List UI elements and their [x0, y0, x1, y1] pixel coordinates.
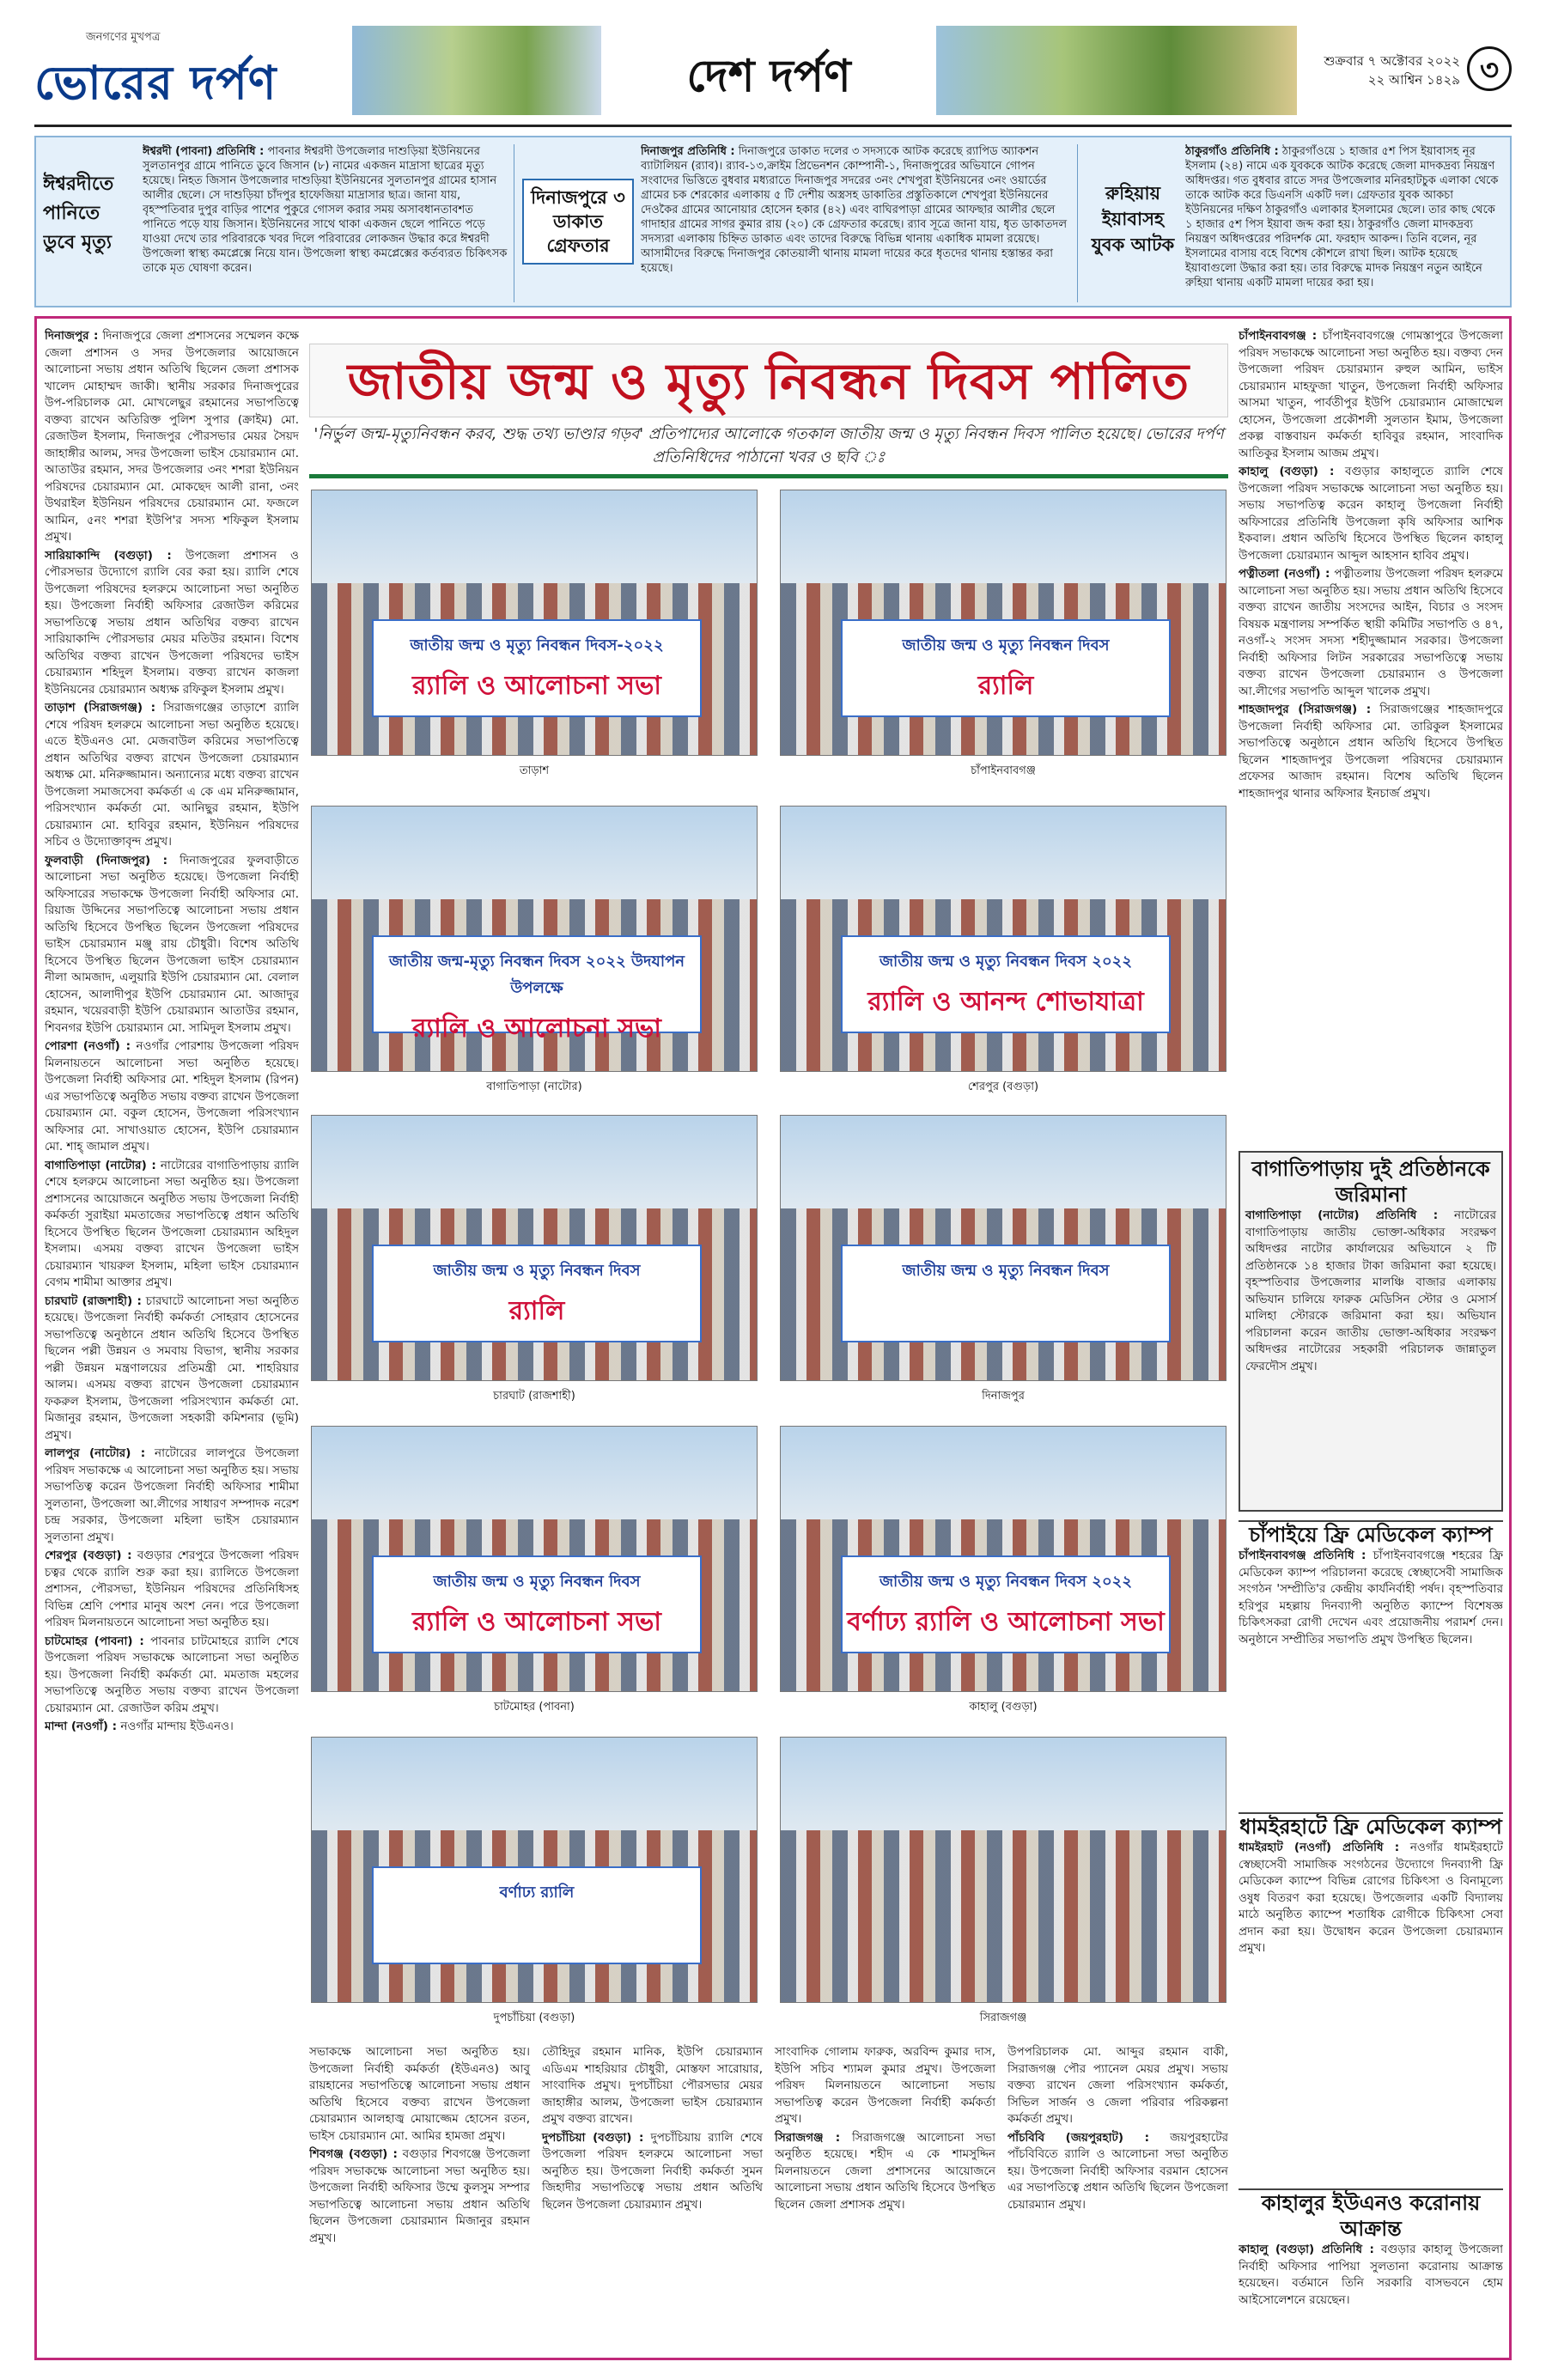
strip-story-1 — [143, 144, 508, 302]
strip-body-1: পাবনার ঈশ্বরদী উপজেলার দাশুড়িয়া ইউনিয়নের সুলতানপুর গ্রামে পানিতে ডুবে জিসান (৮) নামের একজন মাদ্রাসা ছাত্রের মৃত্যু হয়েছে। নিহত জিসান উপজেলার দাশুড়িয়া ইউনিয়নের সুলতানপুর গ্রামের হাসান আলীর ছেলে। সে দাশুড়িয়া চাঁদপুর হাফেজিয়া মাদ্রাসার ছাত্র। জানা যায়, বৃহস্পতিবার দুপুর বাড়ির পাশের পুকুরে গোসল করার সময় অসাবধানতাবশত পানিতে পড়ে যায় জিসান। ইউনিয়নের সাথে থাকা একজন ছেলে পানিতে পড়ে যাওয়া দেখে তার পরিবারকে খবর দিলে পরিবারের লোকজন উদ্ধার করে ঈশ্বরদী উপজেলা স্বাস্থ্য কমপ্লেক্সে নিয়ে যান। উপজেলা স্বাস্থ্য কমপ্লেক্সের কর্তব্যরত চিকিৎসক তাকে মৃত ঘোষণা করেন। — [143, 145, 508, 275]
sidebar-body-4: বগুড়ার কাহালু উপজেলা নির্বাহী অফিসার পাপিয়া সুলতানা করোনায় আক্রান্ত হয়েছেন। বর্তমানে তিনি সরকারি বাসভবনে হোম আইসোলেশনে রয়েছেন। — [1239, 2243, 1503, 2307]
right-col-text: সিরাজগঞ্জের শাহজাদপুরে উপজেলা নির্বাহী অফিসার মো. তারিকুল ইসলামের সভাপতিত্বে অনুষ্ঠানে প্রধান অতিথি হিসেবে উপস্থিত ছিলেন শাহজাদপুর উপজেলা পরিষদের চেয়ারম্যান প্রফেসর আজাদ রহমান। বিশেষ অতিথি ছিলেন শাহজাদপুর থানার অফিসার ইনচার্জ প্রমুখ। — [1239, 703, 1503, 800]
photo-caption: দুপচাঁচিয়া (বগুড়া) — [493, 2012, 575, 2024]
left-col-dateline: চাটমোহর (পাবনা) : — [45, 1634, 144, 1648]
photo-caption: চারঘাট (রাজশাহী) — [493, 1390, 575, 1403]
photo-background — [312, 1427, 757, 1519]
banner-title: জাতীয় জন্ম ও মৃত্যু নিবন্ধন দিবস — [433, 1262, 641, 1280]
event-banner — [372, 1555, 702, 1653]
news-photo — [780, 806, 1226, 1072]
left-col-dateline: মান্দা (নওগাঁ) : — [45, 1720, 118, 1733]
sidebar-dateline-4: কাহালু (বগুড়া) প্রতিনিধি : — [1239, 2243, 1374, 2256]
date-bengali: ২২ আশ্বিন ১৪২৯ — [1367, 72, 1460, 88]
left-col-text: সিরাজগঞ্জের তাড়াশে র‍্যালি শেষে পরিষদ হলরুমে আলোচনা সভা অনুষ্ঠিত হয়েছে। এতে ইউএনও মো. মেজবাউল করিমের সভাপতিত্বে প্রধান অতিথির বক্তব্য রাখেন উপজেলা চেয়ারম্যান অধ্যক্ষ মো. মনিরুজ্জামান। অন্যান্যের মধ্যে বক্তব্য রাখেন উপজেলা সমাজসেবা কর্মকর্তা এ কে এম মনিরুজ্জামান, পরিসংখ্যান কর্মকর্তা মো. আনিছুর রহমান, ইউপি চেয়ারম্যান মো. হাবিবুর রহমান, ইউনিয়ন পরিষদের সচিব ও উদ্যোক্তাবৃন্দ প্রমুখ। — [45, 701, 299, 849]
bottom-text: সভাকক্ষে আলোচনা সভা অনুষ্ঠিত হয়। উপজেলা নির্বাহী কর্মকর্তা (ইউএনও) আবু রায়হানের সভাপতিত্বে আলোচনা সভায় প্রধান অতিথি হিসেবে বক্তব্য রাখেন উপজেলা চেয়ারম্যান আলহাজ্ব মোয়াজ্জেম হোসেন রতন, ভাইস চেয়ারম্যান মো. আমির হামজা প্রমুখ। — [309, 2045, 530, 2143]
right-col-dateline: শাহজাদপুর (সিরাজগঞ্জ) : — [1239, 703, 1372, 716]
right-col-dateline: কাহালু (বগুড়া) : — [1239, 465, 1335, 478]
bottom-paragraph — [1007, 2044, 1228, 2128]
news-photo — [311, 1115, 758, 1381]
left-col-paragraph — [45, 328, 299, 546]
strip-body-2: দিনাজপুরে ডাকাত দলের ৩ সদস্যকে আটক করেছে র‍্যাপিড অ্যাকশন ব্যাটালিয়ন (র‍্যাব)। র‍্যাব-১৩,ক্রাইম প্রিভেনশন কোম্পানী-১, দিনাজপুরের অভিযানে গোপন সংবাদের ভিত্তিতে বুধবার মধ্যরাতে দিনাজপুর সদরের ৩নং শেখপুরা ইউনিয়নের ৩নং ওয়ার্ডের গ্রামের চক শেরকোর এলাকায় ৫ টি দেশীয় অস্ত্রসহ ডাকাতির প্রস্তুতিকালে শেখপুরা ইউনিয়নের দেওকৈর গ্রামের আনোয়ার হোসেন হকার (৪২) এবং বাঘিরপাড়া গ্রামের আফছার আলীর ছেলে গাদাহার গ্রামের সাগর কুমার রায় (২০) কে গ্রেফতার করেছে। র‍্যাব সূত্রে জানা যায়, ধৃত ডাকাতদল সদস্যরা এলাকায় চিহ্নিত ডাকাত এবং তাদের বিরুদ্ধে বিভিন্ন থানায় একাধিক মামলা রয়েছে। আসামীদের বিরুদ্ধে দিনাজপুর কোতয়ালী থানায় মামলা দায়ের করে ধৃতদের থানায় হস্তান্তর করা হয়েছে। — [641, 145, 1068, 275]
photo-background — [781, 490, 1226, 583]
photo-background — [312, 490, 757, 583]
event-banner — [372, 935, 702, 1044]
news-photo — [311, 1426, 758, 1692]
bottom-text: সাংবাদিক গোলাম ফারুক, অরবিন্দ কুমার দাস, ইউপি সচিব শ্যামল কুমার প্রমুখ। উপজেলা পরিষদ মিলনায়তনে আলোচনা সভায় সভাপতিত্ব করেন উপজেলা নির্বাহী কর্মকর্তা প্রমুখ। — [775, 2045, 995, 2126]
page-number: ৩ — [1467, 46, 1512, 91]
banner-subtitle: র‍্যালি ও আলোচনা সভা — [411, 1607, 662, 1637]
sidebar-dateline-2: চাঁপাইনবাবগঞ্জ প্রতিনিধি : — [1239, 1549, 1366, 1562]
brand-logo: ভোরের দর্পণ — [34, 56, 277, 110]
strip-headline-1: ঈশ্বরদীতে পানিতে ডুবে মৃত্যু — [43, 173, 114, 253]
photo-background — [781, 1427, 1226, 1519]
right-col-paragraph — [1239, 328, 1503, 462]
banner-subtitle: র‍্যালি — [977, 671, 1034, 701]
sidebar-body-2: চাঁপাইনবাবগঞ্জে শহরের ফ্রি মেডিকেল ক্যাম্প পরিচালনা করেছে স্বেচ্ছাসেবী সামাজিক সংগঠন 'সম্প্রীতি'র কেন্দ্রীয় কার্যনির্বাহী পর্ষদ। বৃহস্পতিবার হরিপুর মহল্লায় দিনব্যাপী অনুষ্ঠিত ক্যাম্পে বিশেষজ্ঞ চিকিৎসকরা রোগী দেখেন এবং প্রয়োজনীয় পরামর্শ দেন। অনুষ্ঠানে সম্প্রীতির সভাপতি প্রমুখ উপস্থিত ছিলেন। — [1239, 1549, 1503, 1647]
left-text-column — [45, 328, 299, 2347]
banner-subtitle: র‍্যালি — [508, 1296, 565, 1326]
bottom-paragraph — [1007, 2130, 1228, 2214]
bottom-paragraph — [775, 2044, 995, 2128]
sidebar-story-covid — [1239, 2188, 1503, 2352]
sidebar-headline-1: বাগাতিপাড়ায় দুই প্রতিষ্ঠানকে জরিমানা — [1251, 1157, 1490, 1207]
banner-title: জাতীয় জন্ম ও মৃত্যু নিবন্ধন দিবস ২০২২ — [879, 1573, 1133, 1591]
right-col-paragraph — [1239, 464, 1503, 564]
strip-body-3: ঠাকুরগাঁওয়ে ১ হাজার ৫শ পিস ইয়াবাসহ নূর ইসলাম (২৪) নামে এক যুবককে আটক করেছে জেলা মাদকদ্রব্য নিয়ন্ত্রণ অধিদপ্তর। গত বুধবার রাতে সদর উপজেলার মনিরহাটচুক এলাকা থেকে তাকে আটক করে ডিএনসি একটি দল। গ্রেফতার যুবক আকচা ইউনিয়নের দক্ষিণ ঠাকুরগাঁও এলাকার ইসলামের ছেলে। তার কাছ থেকে ১ হাজার ৫শ পিস ইয়াবা জব্দ করা হয়। ঠাকুরগাঁও জেলা মাদকদ্রব্য নিয়ন্ত্রণ অধিদপ্তরের পরিদর্শক মো. ফরহাদ আকন্দ। তিনি বলেন, নূর ইসলামের বাসায় বহে বিশেষ কৌশলে রাখা ছিল। আটক হয়েছে ইয়াবাগুলো উদ্ধার করা হয়। তার বিরুদ্ধে মাদক নিয়ন্ত্রণ নতুন আইনে রুহিয়া থানায় একটি মামলা দায়ের করা হয়। — [1185, 145, 1499, 289]
bottom-paragraph — [542, 2130, 763, 2214]
photo-caption: শেরপুর (বগুড়া) — [967, 1080, 1039, 1093]
left-col-text: দিনাজপুরের ফুলবাড়ীতে আলোচনা সভা অনুষ্ঠিত হয়েছে। উপজেলা নির্বাহী অফিসারের সভাকক্ষে উপজেলা নির্বাহী অফিসার মো. রিয়াজ উদ্দিনের সভাপতিত্বে আলোচনা সভায় প্রধান অতিথি হিসেবে উপস্থিত ছিলেন উপজেলা পরিষদের ভাইস চেয়ারম্যান মঞ্জু রায় চৌধুরী। বিশেষ অতিথি হিসেবে উপস্থিত ছিলেন উপজেলা ভাইস চেয়ারম্যান নীলা আমজাদ, এলুয়ারি ইউপি চেয়ারম্যান মো. বেলাল হোসেন, আলাদীপুর ইউপি চেয়ারম্যান মো. আজাদুর রহমান, খয়েরবাড়ী ইউপি চেয়ারম্যান আতাউর রহমান, শিবনগর ইউপি চেয়ারম্যান মো. সামিদুল ইসলাম প্রমুখ। — [45, 853, 299, 1035]
sidebar-story-medical-camp-2 — [1239, 1812, 1503, 2182]
bottom-text: তৌহিদুর রহমান মানিক, ইউপি চেয়ারম্যান এডিএম শাহরিয়ার চৌধুরী, মোস্তফা সারোয়ার, সাংবাদিক প্রমুখ। দুপচাঁচিয়া পৌরসভার মেয়র জাহাঙ্গীর আলম, উপজেলা ভাইস চেয়ারম্যান প্রমুখ বক্তব্য রাখেন। — [542, 2045, 763, 2126]
left-col-paragraph — [45, 1548, 299, 1632]
banner-subtitle: র‍্যালি ও আনন্দ শোভাযাত্রা — [867, 987, 1144, 1017]
right-col-text: চাঁপাইনবাবগঞ্জে গোমস্তাপুরে উপজেলা পরিষদ সভাকক্ষে আলোচনা সভা অনুষ্ঠিত হয়। বক্তব্য দেন উপজেলা পরিষদ চেয়ারম্যান রুহুল আমিন, ভাইস চেয়ারম্যান মাহফুজা খাতুন, উপজেলা নির্বাহী অফিসার আসমা খাতুন, পার্বতীপুর ইউপি চেয়ারম্যান মোজাম্মেল হোসেন, উপজেলা প্রকৌশলী সুলতান ইমাম, উপজেলা প্রকল্প বাস্তবায়ন কর্মকর্তা হাবিবুর রহমান, সাংবাদিক আতিকুর ইসলাম আজম প্রমুখ। — [1239, 329, 1503, 460]
right-col-dateline: পত্নীতলা (নওগাঁ) : — [1239, 567, 1330, 581]
banner-title: জাতীয় জন্ম ও মৃত্যু নিবন্ধন দিবস ২০২২ — [879, 953, 1133, 971]
left-col-paragraph — [45, 1446, 299, 1546]
event-banner — [372, 619, 702, 717]
event-banner — [372, 1245, 702, 1342]
left-col-paragraph — [45, 853, 299, 1038]
left-col-dateline: বাগাতিপাড়া (নাটোর) : — [45, 1158, 156, 1172]
right-col-text: পত্নীতলায় উপজেলা পরিষদ হলরুমে আলোচনা সভা অনুষ্ঠিত হয়। সভায় প্রধান অতিথি হিসেবে বক্তব্য রাখেন জাতীয় সংসদের আইন, বিচার ও সংসদ বিষয়ক মন্ত্রণালয় সম্পর্কিত স্থায়ী কমিটির সভাপতি ও ৪৭, নওগাঁ-২ সংসদ সদস্য শহীদুজ্জামান সরকার। উপজেলা নির্বাহী অফিসার লিটন সরকারের সভাপতিত্বে সভায় বক্তব্য রাখেন উপজেলা চেয়ারম্যান ও উপজেলা আ.লীগের সভাপতি আব্দুল খালেক প্রমুখ। — [1239, 567, 1503, 698]
left-col-text: নওগাঁর মান্দায় ইউএনও। — [120, 1720, 234, 1733]
photo-caption: বাগাতিপাড়া (নাটোর) — [486, 1080, 582, 1093]
event-banner — [841, 619, 1171, 717]
dateline — [1297, 52, 1460, 89]
photo-caption: তাড়াশ — [519, 764, 550, 777]
banner-title: জাতীয় জন্ম-মৃত্যু নিবন্ধন দিবস ২০২২ উদযাপন উপলক্ষে — [388, 953, 685, 997]
news-photo — [780, 490, 1226, 756]
photo-caption: দিনাজপুর — [982, 1390, 1025, 1403]
photo-caption: চাটমোহর (পাবনা) — [494, 1701, 575, 1713]
left-col-text: পাবনার চাটমোহরে র‍্যালি শেষে উপজেলা পরিষদ সভাকক্ষে আলোচনা সভা অনুষ্ঠিত হয়। উপজেলা নির্বাহী কর্মকর্তা মো. মমতাজ মহলের সভাপতিত্বে অনুষ্ঠিত সভায় বক্তব্য রাখেন উপজেলা চেয়ারম্যান মো. রেজাউল করিম প্রমুখ। — [45, 1634, 299, 1715]
news-photo — [780, 1737, 1226, 2003]
news-photo — [311, 490, 758, 756]
photo-background — [312, 1738, 757, 1830]
bottom-paragraph — [542, 2044, 763, 2128]
banner-title: জাতীয় জন্ম ও মৃত্যু নিবন্ধন দিবস — [433, 1573, 641, 1591]
photo-crowd — [781, 1830, 1226, 2002]
bottom-text: সিরাজগঞ্জে আলোচনা সভা অনুষ্ঠিত হয়েছে। শহীদ এ কে শামসুদ্দিন মিলনায়তনে জেলা প্রশাসনের আয়োজনে আলোচনা সভায় প্রধান অতিথি হিসেবে উপস্থিত ছিলেন জেলা প্রশাসক প্রমুখ। — [775, 2130, 995, 2212]
photo-caption: সিরাজগঞ্জ — [979, 2012, 1027, 2024]
bottom-paragraph — [309, 2044, 530, 2145]
sidebar-body-1: নাটোরের বাগাতিপাড়ায় জাতীয় ভোক্তা-অধিকার সংরক্ষণ অধিদপ্তর নাটোর কার্যালয়ের অভিযানে ২ টি প্রতিষ্ঠানকে ১৪ হাজার টাকা জরিমানা করা হয়েছে। বৃহস্পতিবার উপজেলার মালঞ্চি বাজার এলাকায় অভিযান চালিয়ে ফারুক মেডিসিন স্টোর ও মেসার্স মালিহা স্টোরকে জরিমানা করা হয়। অভিযান পরিচালনা করেন জাতীয় ভোক্তা-অধিকার সংরক্ষণ অধিদপ্তর নাটোরের সহকারী পরিচালক জান্নাতুল ফেরদৌস প্রমুখ। — [1245, 1208, 1496, 1373]
photo-background — [312, 807, 757, 899]
left-col-text: নাটোরের লালপুরে উপজেলা পরিষদ সভাকক্ষে এ আলোচনা সভা অনুষ্ঠিত হয়। সভায় সভাপতিত্ব করেন উপজেলা নির্বাহী অফিসার শামীমা সুলতানা, উপজেলা আ.লীগের সাধারণ সম্পাদক নরেশ চন্দ্র সরকার, উপজেলা মহিলা ভাইস চেয়ারম্যান সুলতানা প্রমুখ। — [45, 1446, 299, 1544]
banner-title: জাতীয় জন্ম ও মৃত্যু নিবন্ধন দিবস — [902, 636, 1110, 654]
bottom-paragraph — [775, 2130, 995, 2214]
left-col-dateline: পোরশা (নওগাঁ) : — [45, 1039, 131, 1053]
bottom-text: বগুড়ার শিবগঞ্জে উপজেলা পরিষদ সভাকক্ষে আলোচনা সভা অনুষ্ঠিত হয়। উপজেলা নির্বাহী অফিসার উম্মে কুলসুম সম্পার সভাপতিত্বে আলোচনা সভায় প্রধান অতিথি ছিলেন উপজেলা চেয়ারম্যান মিজানুর রহমান প্রমুখ। — [309, 2147, 531, 2245]
left-col-paragraph — [45, 1719, 299, 1736]
headline-rule — [309, 474, 1228, 478]
masthead — [34, 17, 1512, 127]
sidebar-dateline-3: ধামইরহাট (নওগাঁ) প্রতিনিধি : — [1239, 1841, 1400, 1854]
banner-subtitle: র‍্যালি ও আলোচনা সভা — [411, 671, 662, 701]
left-col-text: দিনাজপুরে জেলা প্রশাসনের সম্মেলন কক্ষে জেলা প্রশাসন ও সদর উপজেলার আয়োজনে আলোচনা সভায় প্রধান অতিথি ছিলেন জেলা প্রশাসক খালেদ মোহাম্মদ জাকী। স্থানীয় সরকার দিনাজপুরের উপ-পরিচালক মো. মোখলেছুর রহমানের সভাপতিত্বে বক্তব্য রাখেন অতিরিক্ত পুলিশ সুপার (ক্রাইম) মো. রেজাউল ইসলাম, দিনাজপুর পৌরসভার মেয়র সৈয়দ জাহাঙ্গীর আলম, সদর উপজেলা ভাইস চেয়ারম্যান মো. আতাউর রহমান, সদর উপজেলার ৩নং শশরা ইউনিয়ন পরিষদের চেয়ারম্যান মো. মোকছেদ আলী রানা, ৩নং উথরাইল ইউনিয়ন পরিষদের চেয়ারম্যান মো. ফজলে আমিন, ৫নং শশরা ইউপি'র সদস্য শফিকুল ইসলাম প্রমুখ। — [45, 329, 299, 544]
top-news-strip — [34, 136, 1512, 307]
sidebar-headline-3: ধামইরহাটে ফ্রি মেডিকেল ক্যাম্প — [1239, 1815, 1502, 1839]
left-col-dateline: সারিয়াকান্দি (বগুড়া) : — [45, 548, 172, 563]
brand-tagline: জনগণের মুখপত্র — [86, 31, 161, 44]
left-col-paragraph — [45, 548, 299, 699]
bottom-text: জয়পুরহাটের পাঁচবিবিতে র‍্যালি ও আলোচনা সভা অনুষ্ঠিত হয়। উপজেলা নির্বাহী অফিসার বরমান হোসেন এর সভাপতিত্বে প্রধান অতিথি ছিলেন উপজেলা চেয়ারম্যান প্রমুখ। — [1007, 2130, 1228, 2212]
left-col-dateline: লালপুর (নাটোর) : — [45, 1446, 146, 1460]
strip-headline-3: রুহিয়ায় ইয়াবাসহ যুবক আটক — [1091, 183, 1175, 255]
left-col-paragraph — [45, 700, 299, 851]
left-col-text: নওগাঁর পোরশায় উপজেলা পরিষদ মিলনায়তনে আলোচনা সভা অনুষ্ঠিত হয়েছে। উপজেলা নির্বাহী অফিসার মো. শহিদুল ইসলাম (রিপন) এর সভাপতিত্বে অনুষ্ঠিত সভায় বক্তব্য রাখেন উপজেলা চেয়ারম্যান মো. বকুল হোসেন, উপজেলা পরিসংখ্যান অফিসার মো. সাখাওয়াত হোসেন, ইউপি চেয়ারম্যান মো. শাহ্‌ জামাল প্রমুখ। — [45, 1039, 299, 1153]
left-col-paragraph — [45, 1634, 299, 1718]
bottom-text: দুপচাঁচিয়ায় র‍্যালি শেষে উপজেলা পরিষদ হলরুমে আলোচনা সভা অনুষ্ঠিত হয়। উপজেলা নির্বাহী কর্মকর্তা সুমন জিহাদীর সভাপতিত্বে সভায় প্রধান অতিথি ছিলেন উপজেলা চেয়ারম্যান প্রমুখ। — [542, 2130, 763, 2212]
news-photo — [780, 1426, 1226, 1692]
strip-story-3 — [1185, 144, 1505, 302]
event-banner — [841, 1555, 1171, 1653]
photo-background — [781, 1738, 1226, 1830]
left-col-text: চারঘাটে আলোচনা সভা অনুষ্ঠিত হয়েছে। উপজেলা নির্বাহী কর্মকর্তা সোহরাব হোসেনের সভাপতিত্বে অনুষ্ঠানে প্রধান অতিথি হিসেবে উপস্থিত ছিলেন পল্লী উন্নয়ন ও সমবায় বিভাগ, স্থানীয় সরকার পল্লী উন্নয়ন মন্ত্রণালয়ের প্রতিমন্ত্রী মো. শাহরিয়ার আলম। এসময় বক্তব্য রাখেন উপজেলা চেয়ারম্যান ফকরুল ইসলাম, উপজেলা পরিসংখ্যান কর্মকর্তা মো. মিজানুর রহমান, উপজেলা সহকারী কমিশনার (ভূমি) প্রমুখ। — [45, 1293, 299, 1442]
strip-dateline-1: ঈশ্বরদী (পাবনা) প্রতিনিধি : — [143, 145, 265, 158]
sidebar-story-fine — [1239, 1151, 1503, 1512]
sidebar-story-medical-camp-1 — [1239, 1520, 1503, 1804]
strip-story-2 — [641, 144, 1070, 302]
left-col-dateline: চারঘাট (রাজশাহী) : — [45, 1293, 142, 1308]
main-headline: জাতীয় জন্ম ও মৃত্যু নিবন্ধন দিবস পালিত — [309, 344, 1228, 417]
bottom-paragraph — [309, 2146, 530, 2247]
strip-dateline-2: দিনাজপুর প্রতিনিধি : — [641, 145, 735, 158]
left-col-paragraph — [45, 1158, 299, 1292]
photo-caption: কাহালু (বগুড়া) — [969, 1701, 1038, 1713]
right-col-dateline: চাঁপাইনবাবগঞ্জ : — [1239, 329, 1318, 343]
bottom-dateline: পাঁচবিবি (জয়পুরহাট) : — [1007, 2130, 1149, 2145]
banner-title: জাতীয় জন্ম ও মৃত্যু নিবন্ধন দিবস — [902, 1262, 1110, 1280]
photo-background — [781, 1116, 1226, 1208]
right-col-paragraph — [1239, 702, 1503, 802]
left-col-text: বগুড়ার শেরপুরে উপজেলা পরিষদ চত্বর থেকে র‍্যালি শুরু করা হয়। র‍্যালিতে উপজেলা প্রশাসন, পৌরসভা, ইউনিয়ন পরিষদের প্রতিনিধিসহ বিভিন্ন শ্রেণি পেশার মানুষ অংশ নেন। পরে উপজেলা পরিষদ মিলনায়তনে আলোচনা সভা অনুষ্ঠিত হয়। — [45, 1549, 299, 1629]
left-col-dateline: শেরপুর (বগুড়া) : — [45, 1549, 132, 1562]
news-photo — [311, 1737, 758, 2003]
event-banner — [372, 1866, 702, 1964]
main-intro: 'নির্ভুল জন্ম-মৃত্যুনিবন্ধন করব, শুদ্ধ তথ্য ভাণ্ডার গড়ব' প্রতিপাদ্যের আলোকে গতকাল জাতীয় জন্ম ও মৃত্যু নিবন্ধন দিবস পালিত হয়েছে। ভোরের দর্পণ প্রতিনিধিদের পাঠানো খবর ও ছবি ঃ — [313, 425, 1224, 466]
news-photo — [311, 806, 758, 1072]
event-banner — [841, 935, 1171, 1033]
bottom-text: উপপরিচালক মো. আব্দুর রহমান বাকী, সিরাজগঞ্জ পৌর প্যানেল মেয়র প্রমুখ। সভায় বক্তব্য রাখেন জেলা পরিসংখ্যান কর্মকর্তা, সিভিল সার্জন ও জেলা পরিবার পরিকল্পনা কর্মকর্তা প্রমুখ। — [1007, 2045, 1228, 2126]
sidebar-body-3: নওগাঁর ধামইরহাটে স্বেচ্ছাসেবী সামাজিক সংগঠনের উদ্যোগে দিনব্যাপী ফ্রি মেডিকেল ক্যাম্পে বিভিন্ন রোগের চিকিৎসা ও বিনামূল্যে ওষুধ বিতরণ করা হয়েছে। উপজেলার একটি বিদ্যালয় মাঠে অনুষ্ঠিত ক্যাম্পে শতাধিক রোগীকে চিকিৎসা সেবা প্রদান করা হয়। উদ্বোধন করেন উপজেলা চেয়ারম্যান প্রমুখ। — [1239, 1841, 1503, 1955]
left-col-text: উপজেলা প্রশাসন ও পৌরসভার উদ্যোগে র‍্যালি বের করা হয়। র‍্যালি শেষে উপজেলা পরিষদের হলরুমে আলোচনা সভা অনুষ্ঠিত হয়। উপজেলা নির্বাহী অফিসার রেজাউল করিমের সভাপতিত্বে সভায় প্রধান অতিথির বক্তব্য রাখেন সারিয়াকান্দি পৌরসভার মেয়র মতিউর রহমান। বিশেষ অতিথির বক্তব্য রাখেন উপজেলা পরিষদের ভাইস চেয়ারম্যান শহিদুল ইসলাম। বক্তব্য রাখেন কাজলা ইউনিয়নের চেয়ারম্যান অধ্যক্ষ রফিকুল ইসলাম প্রমুখ। — [45, 548, 299, 697]
header-photo-strip-right — [936, 26, 1297, 115]
banner-title: বর্ণাঢ্য র‍্যালি — [499, 1884, 575, 1902]
sidebar-headline-4: কাহালুর ইউএনও করোনায় আক্রান্ত — [1261, 2191, 1481, 2241]
left-col-dateline: তাড়াশ (সিরাজগঞ্জ) : — [45, 701, 155, 715]
sidebar-headline-2: চাঁপাইয়ে ফ্রি মেডিকেল ক্যাম্প — [1249, 1523, 1493, 1547]
photo-background — [781, 807, 1226, 899]
header-photo-strip-left — [352, 26, 601, 115]
photo-caption: চাঁপাইনবাবগঞ্জ — [971, 764, 1036, 777]
section-title: দেশ দর্পণ — [686, 51, 851, 102]
left-col-paragraph — [45, 1293, 299, 1445]
sidebar-dateline-1: বাগাতিপাড়া (নাটোর) প্রতিনিধি : — [1245, 1208, 1439, 1222]
newspaper-brand — [34, 29, 318, 119]
banner-subtitle: র‍্যালি ও আলোচনা সভা — [411, 1013, 662, 1044]
left-col-paragraph — [45, 1038, 299, 1156]
left-col-text: নাটোরের বাগাতিপাড়ায় র‍্যালি শেষে হলরুমে আলোচনা সভা অনুষ্ঠিত হয়। উপজেলা প্রশাসনের আয়োজনে অনুষ্ঠিত সভায় উপজেলা নির্বাহী কর্মকর্তা সুরাইয়া মমতাজের সভাপতিত্বে প্রধান অতিথি হিসেবে উপস্থিত ছিলেন উপজেলা চেয়ারম্যান অহিদুল ইসলাম। এসময় বক্তব্য রাখেন উপজেলা ভাইস চেয়ারম্যান খায়রুল ইসলাম, মহিলা ভাইস চেয়ারম্যান বেগম শামীমা আক্তার প্রমুখ। — [45, 1158, 299, 1289]
strip-dateline-3: ঠাকুরগাঁও প্রতিনিধি : — [1185, 145, 1279, 158]
banner-title: জাতীয় জন্ম ও মৃত্যু নিবন্ধন দিবস-২০২২ — [410, 636, 664, 654]
date-gregorian: শুক্রবার ৭ অক্টোবর ২০২২ — [1324, 53, 1460, 69]
photo-background — [312, 1116, 757, 1208]
event-banner — [841, 1245, 1171, 1342]
right-text-column — [1239, 328, 1503, 1144]
bottom-dateline: দুপচাঁচিয়া (বগুড়া) : — [542, 2130, 644, 2145]
bottom-text-columns — [309, 2044, 1228, 2352]
banner-subtitle: বর্ণাঢ্য র‍্যালি ও আলোচনা সভা — [847, 1607, 1165, 1637]
strip-headline-2: দিনাজপুরে ৩ ডাকাত গ্রেফতার — [522, 179, 634, 273]
divider — [1077, 144, 1078, 302]
bottom-dateline: শিবগঞ্জ (বগুড়া) : — [309, 2147, 398, 2161]
news-photo — [780, 1115, 1226, 1381]
right-col-text: বগুড়ার কাহালুতে র‍্যালি শেষে উপজেলা পরিষদ সভাকক্ষে আলোচনা সভা অনুষ্ঠিত হয়। সভায় সভাপতিত্ব করেন কাহালু উপজেলা নির্বাহী অফিসারের প্রতিনিধি উপজেলা কৃষি অফিসার আশিক ইকবাল। প্রধান অতিথি হিসেবে উপস্থিত ছিলেন কাহালু উপজেলা চেয়ারম্যান আব্দুল আহসান হাবিব প্রমুখ। — [1239, 465, 1503, 563]
left-col-dateline: দিনাজপুর : — [45, 329, 99, 343]
left-col-dateline: ফুলবাড়ী (দিনাজপুর) : — [45, 853, 168, 867]
right-col-paragraph — [1239, 566, 1503, 700]
bottom-dateline: সিরাজগঞ্জ : — [775, 2130, 841, 2145]
